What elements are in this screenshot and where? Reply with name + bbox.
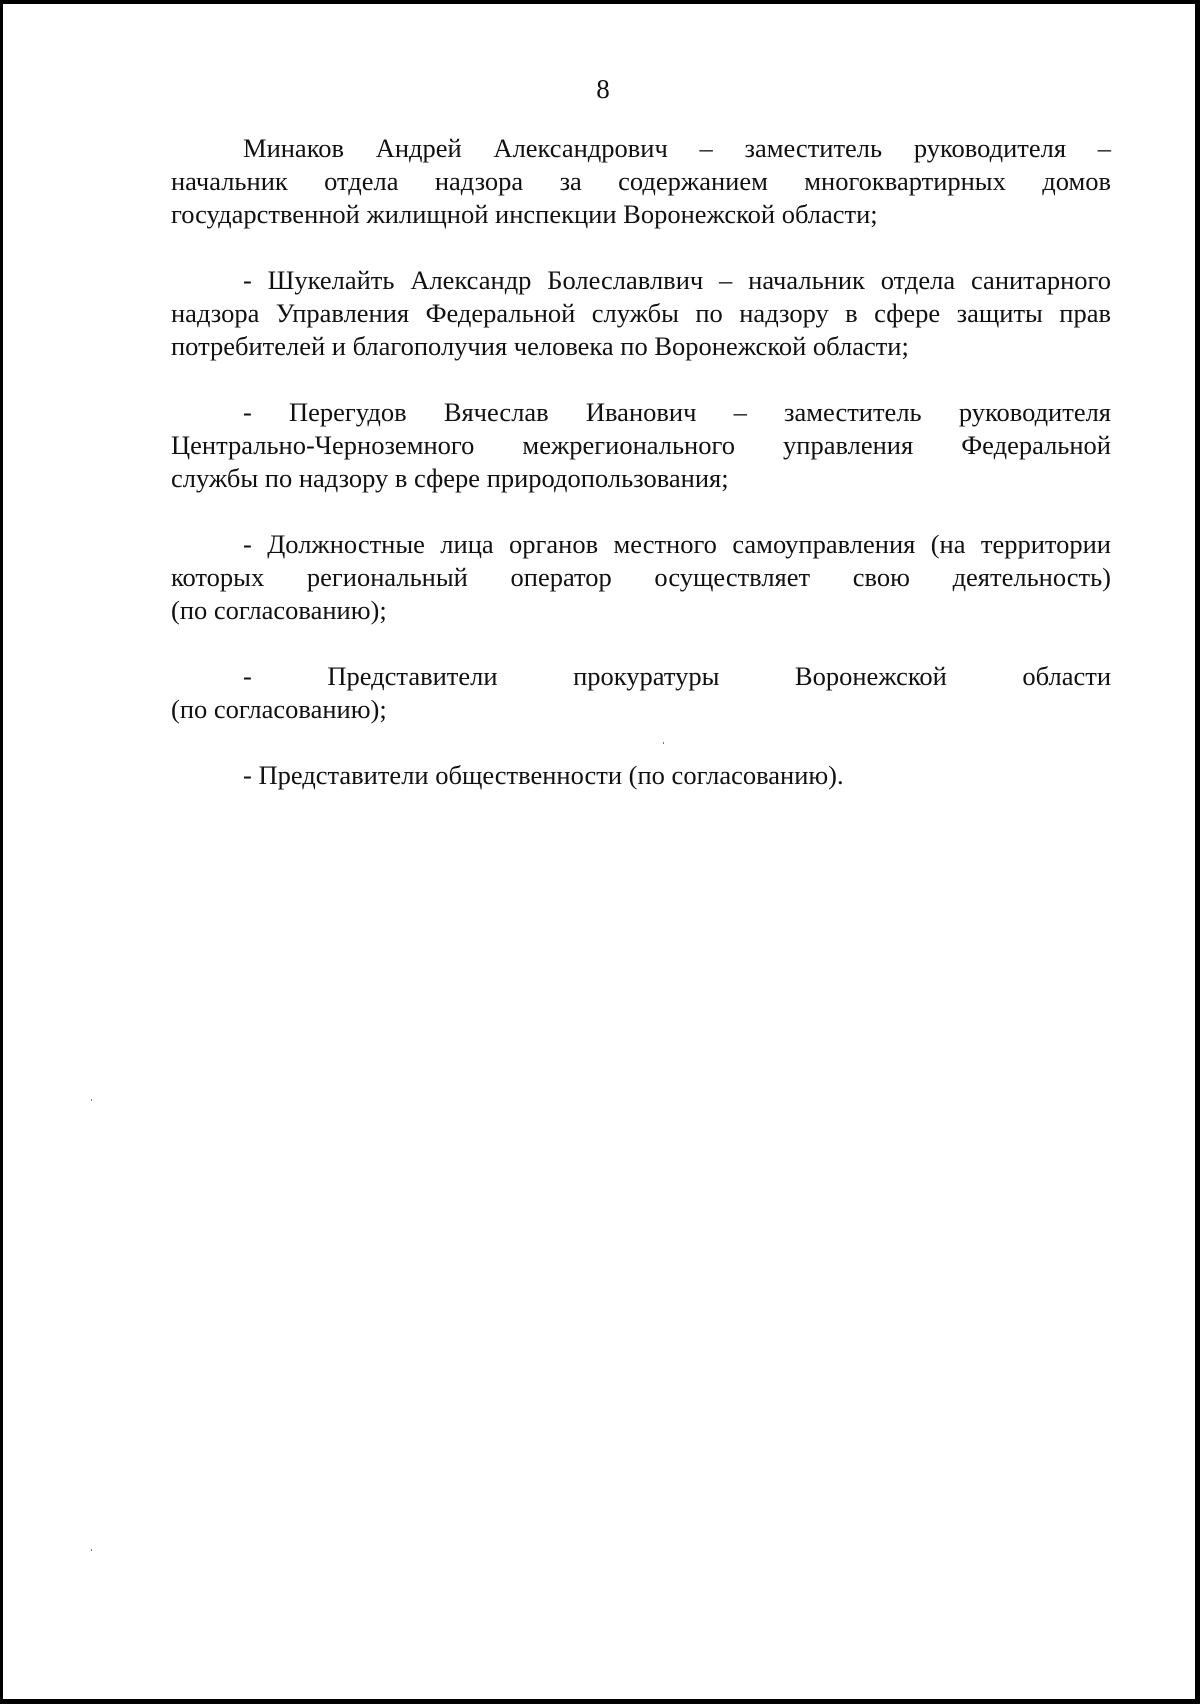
paragraph-line: службы по надзору в сфере природопользования; <box>171 463 729 493</box>
page-number: 8 <box>596 74 610 104</box>
paragraph-line: начальник отдела надзора за содержанием многоквартирных домов <box>171 166 1111 196</box>
paragraph-line: которых региональный оператор осуществляет свою деятельность) <box>171 562 1111 592</box>
paragraph-prosecutors <box>171 660 1111 726</box>
scan-speck <box>663 742 664 744</box>
paragraph-line: потребителей и благополучия человека по Воронежской области; <box>171 331 909 361</box>
paragraph-line: - Должностные лица органов местного самоуправления (на территории <box>243 529 1111 559</box>
paragraph-line: Центрально-Черноземного межрегионального управления Федеральной <box>171 430 1111 460</box>
document-body <box>171 132 1111 825</box>
paragraph-line: - Представители прокуратуры Воронежской области <box>243 661 1111 691</box>
paragraph-line: надзора Управления Федеральной службы по надзору в сфере защиты прав <box>171 298 1111 328</box>
paragraph-line: государственной жилищной инспекции Воронежской области; <box>171 199 878 229</box>
scan-speck <box>91 1099 92 1101</box>
scan-speck <box>91 1549 92 1551</box>
paragraph-line: - Шукелайть Александр Болеславлвич – начальник отдела санитарного <box>243 265 1111 295</box>
paragraph-public <box>171 759 1111 792</box>
paragraph-shukelait <box>171 264 1111 363</box>
paragraph-line: (по согласованию); <box>171 694 387 724</box>
paragraph-line: Минаков Андрей Александрович – заместитель руководителя – <box>243 133 1111 163</box>
paragraph-local-officials <box>171 528 1111 627</box>
paragraph-line: (по согласованию); <box>171 595 387 625</box>
paragraph-minakov <box>171 132 1111 231</box>
paragraph-peregudov <box>171 396 1111 495</box>
paragraph-line: - Перегудов Вячеслав Иванович – заместитель руководителя <box>243 397 1111 427</box>
paragraph-line: - Представители общественности (по согласованию). <box>243 760 844 790</box>
